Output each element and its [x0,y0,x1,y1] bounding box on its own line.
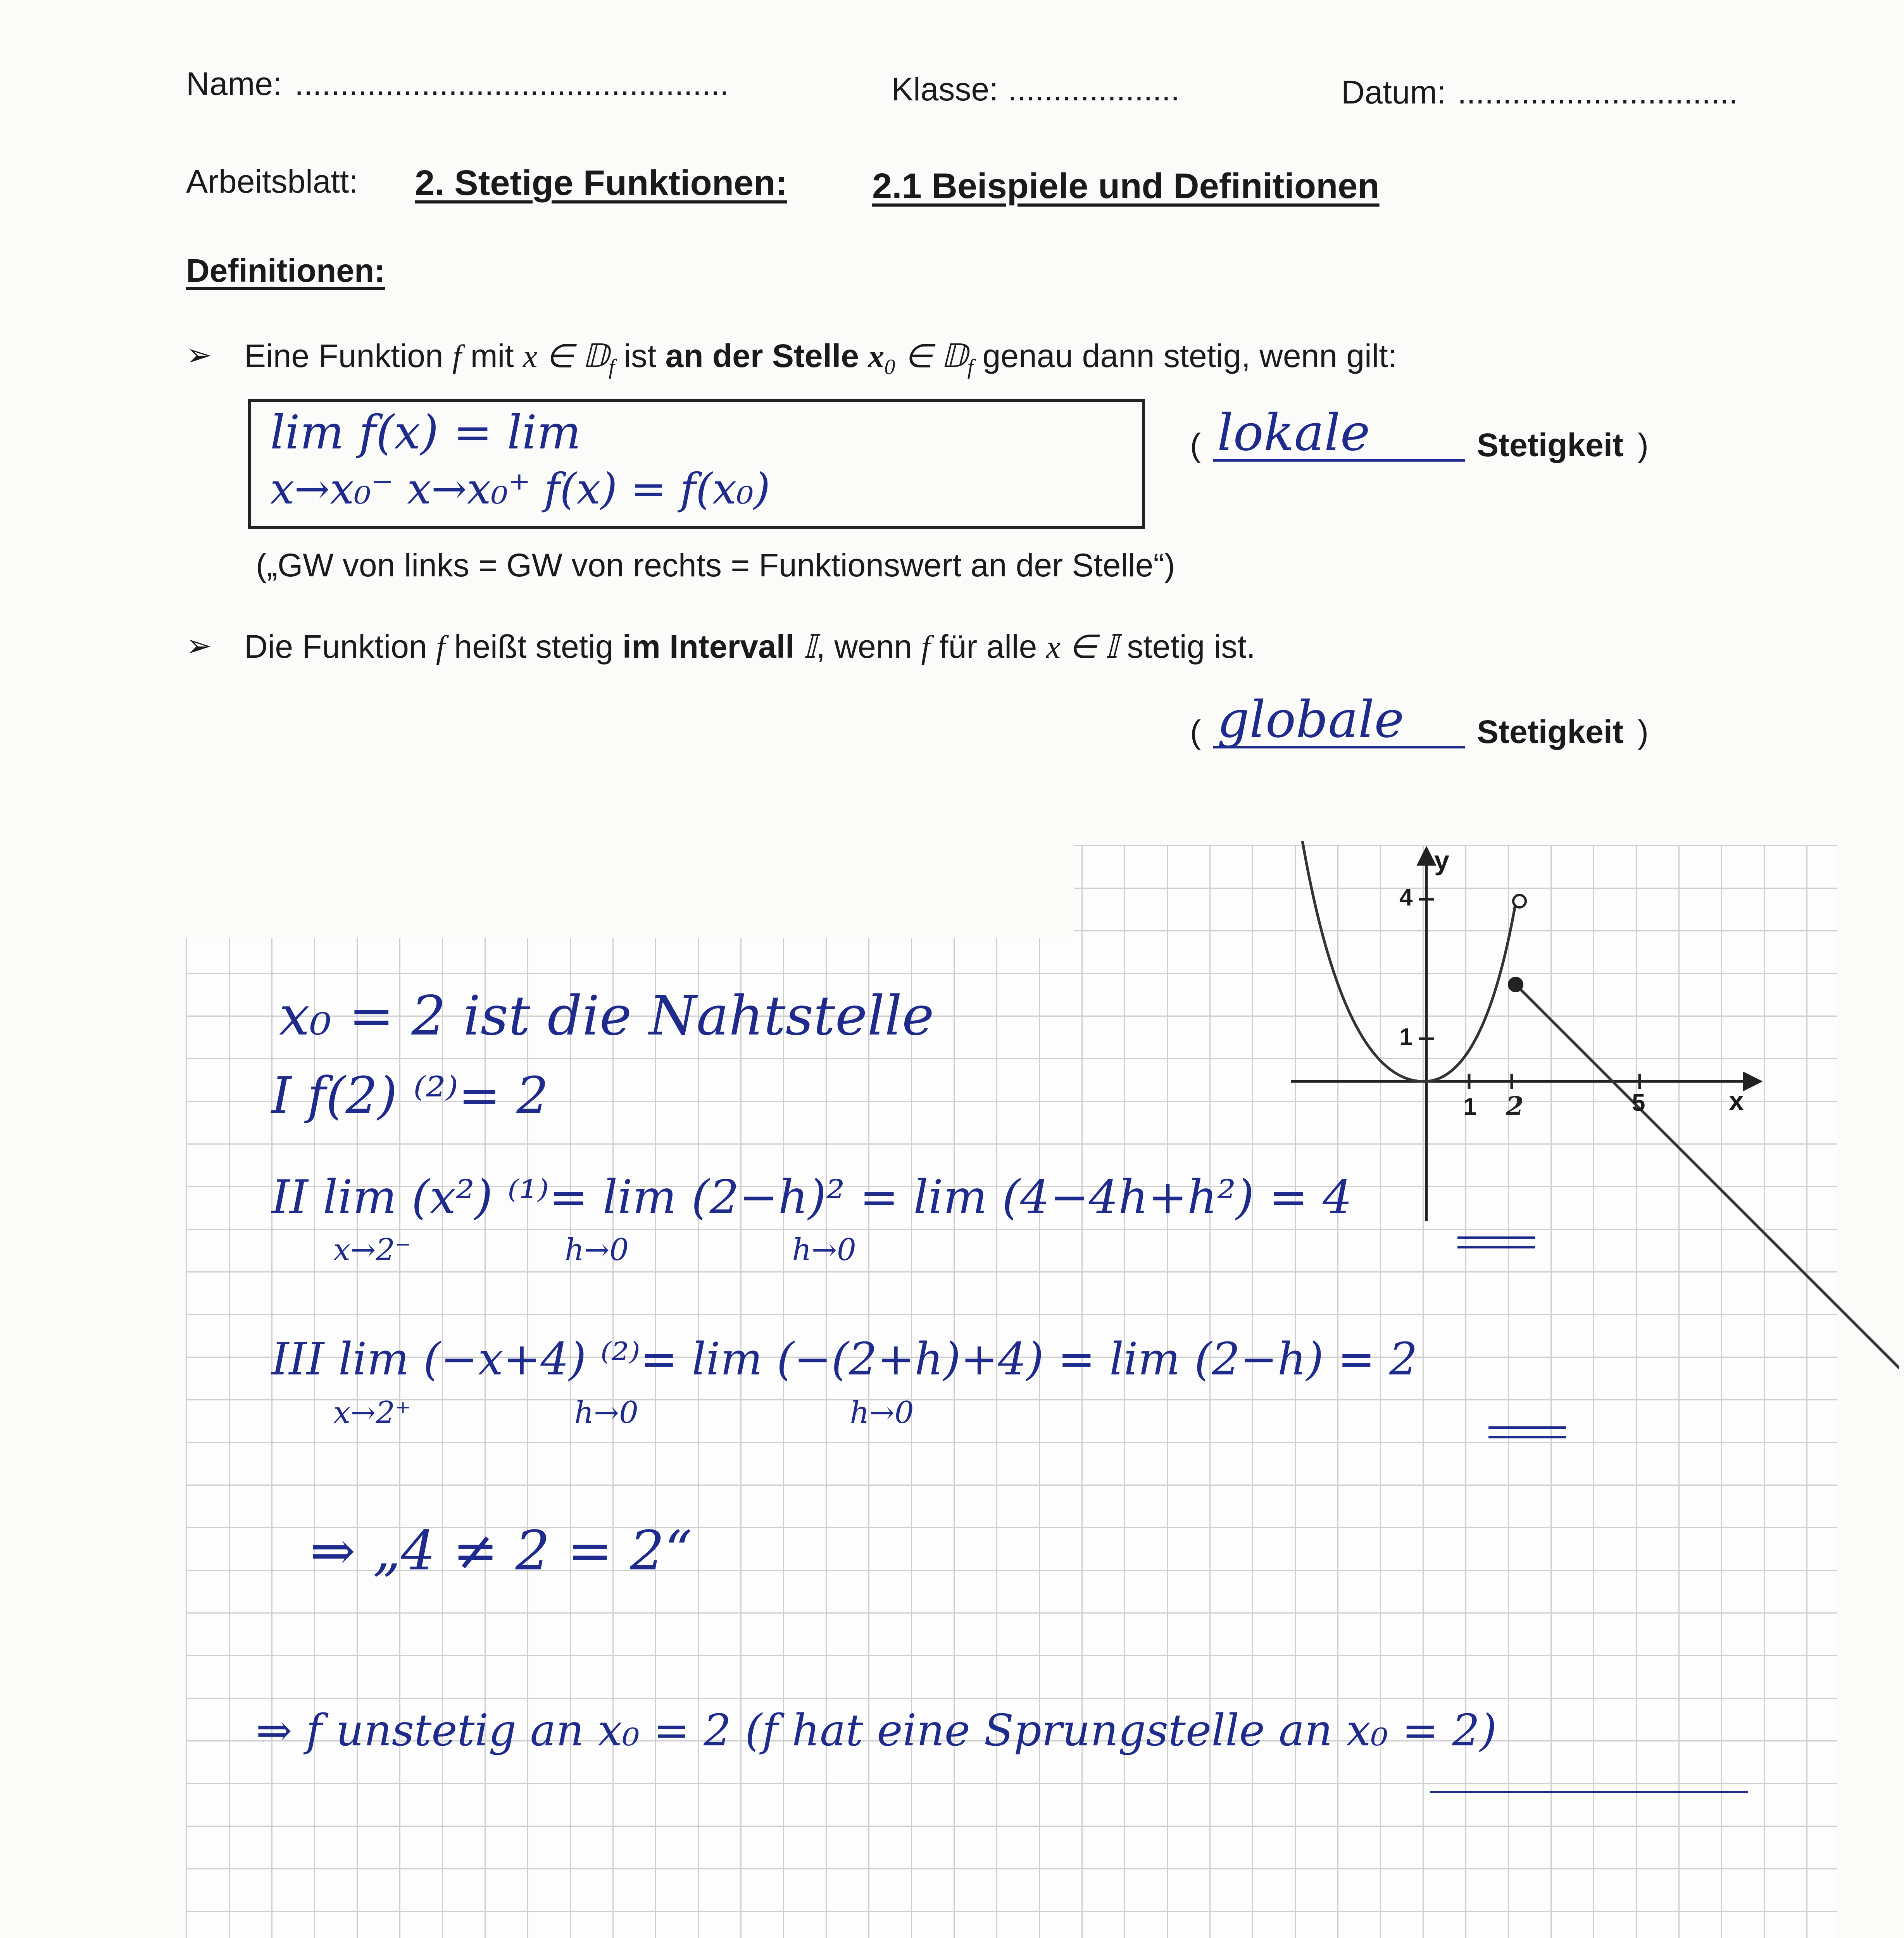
math-sub: 0 [884,355,895,379]
answer-line [1213,746,1465,748]
math-sub: f [609,355,615,379]
class-field[interactable]: ................... [1008,71,1180,107]
text: genau dann stetig, wenn gilt: [982,338,1397,374]
chapter-title: 2. Stetige Funktionen: [415,163,787,203]
handwritten-line-1: x₀ = 2 ist die Nahtstelle [279,985,934,1048]
underline-sprungstelle [1430,1791,1748,1793]
function-graph [1279,833,1899,1395]
gw-note: („GW von links = GW von rechts = Funktionswert an der Stelle“) [256,547,1175,583]
math-x-in-I: x ∈ 𝕀 [1046,629,1118,665]
math-f: f [452,338,462,374]
double-underline [1457,1236,1535,1239]
y-axis-arrow [1419,849,1434,864]
handwritten-lokale: lokale [1217,403,1370,462]
definition-1 [244,337,1397,379]
x-tick-1: 1 [1463,1093,1477,1120]
math-f: f [436,629,445,665]
handwritten-limit-line2: x→x₀⁻ x→x₀⁺ f(x) = f(x₀) [270,464,771,514]
double-underline [1457,1246,1535,1248]
handwritten-line-5: ⇒ „4 ≠ 2 = 2“ [310,1519,692,1583]
worksheet-label: Arbeitsblatt: [186,163,358,200]
paren-close: ) [1638,427,1649,463]
x-axis-label: x [1729,1086,1744,1116]
stetigkeit-label: Stetigkeit [1477,714,1624,750]
paren-close: ) [1638,714,1649,750]
open-point [1513,895,1526,907]
handwritten-line-4-sub: x→2⁺ h→0 h→0 [333,1395,914,1430]
definition-box [248,399,1145,529]
math-x-in-df: x ∈ 𝔻 [523,338,609,374]
text: für alle [939,628,1037,665]
handwritten-line-6: ⇒ f unstetig an x₀ = 2 (f hat eine Sprungstelle an x₀ = 2) [256,1705,1497,1756]
text: , wenn [816,628,912,665]
definitions-heading: Definitionen: [186,252,385,289]
x-tick-2: 2 [1506,1091,1524,1121]
handwritten-line-2: I f(2) ⁽²⁾= 2 [271,1066,549,1125]
name-field[interactable]: ................................................ [295,66,729,102]
text: Die Funktion [244,628,427,665]
closed-point [1508,977,1523,992]
bullet: ➢ [186,628,212,663]
section-title: 2.1 Beispiele und Definitionen [872,166,1380,206]
name-label: Name: [186,66,282,102]
double-underline [1488,1436,1566,1438]
math-x0: x [868,338,885,374]
handwritten-limit-line1: lim f(x) = lim [270,406,581,460]
text: stetig ist. [1127,628,1256,665]
text: ist [624,338,657,374]
handwritten-line-3: II lim (x²) ⁽¹⁾= lim (2−h)² = lim (4−4h+h²) = 4 [271,1171,1352,1224]
class-label: Klasse: [892,71,999,107]
text: mit [470,338,514,374]
date-field[interactable]: ............................... [1457,74,1738,110]
x-tick-5: 5 [1632,1090,1645,1116]
bullet: ➢ [186,338,212,372]
math-interval: 𝕀 [803,629,816,665]
text: Eine Funktion [244,338,443,374]
math-f: f [921,629,930,665]
paren-open: ( [1190,714,1201,750]
x-axis-arrow [1744,1074,1760,1089]
answer-line [1213,459,1465,462]
text: heißt stetig [454,628,614,665]
double-underline [1488,1426,1566,1429]
linear-branch [1516,985,1899,1368]
math-in-df: ∈ 𝔻 [904,338,968,374]
stetigkeit-label: Stetigkeit [1477,427,1624,463]
date-label: Datum: [1341,74,1446,110]
definition-2 [244,628,1256,666]
y-tick-1: 1 [1399,1024,1413,1050]
handwritten-globale: globale [1217,690,1404,749]
y-axis-label: y [1434,845,1449,876]
handwritten-line-4: III lim (−x+4) ⁽²⁾= lim (−(2+h)+4) = lim (2−h) = 2 [271,1333,1418,1385]
handwritten-line-3-sub: x→2⁻ h→0 h→0 [333,1233,856,1267]
bold-text: an der Stelle [665,338,859,374]
grid-mask [182,829,1074,938]
y-tick-4: 4 [1399,884,1413,911]
math-sub: f [967,355,974,379]
bold-text: im Intervall [622,628,795,665]
paren-open: ( [1190,427,1201,463]
